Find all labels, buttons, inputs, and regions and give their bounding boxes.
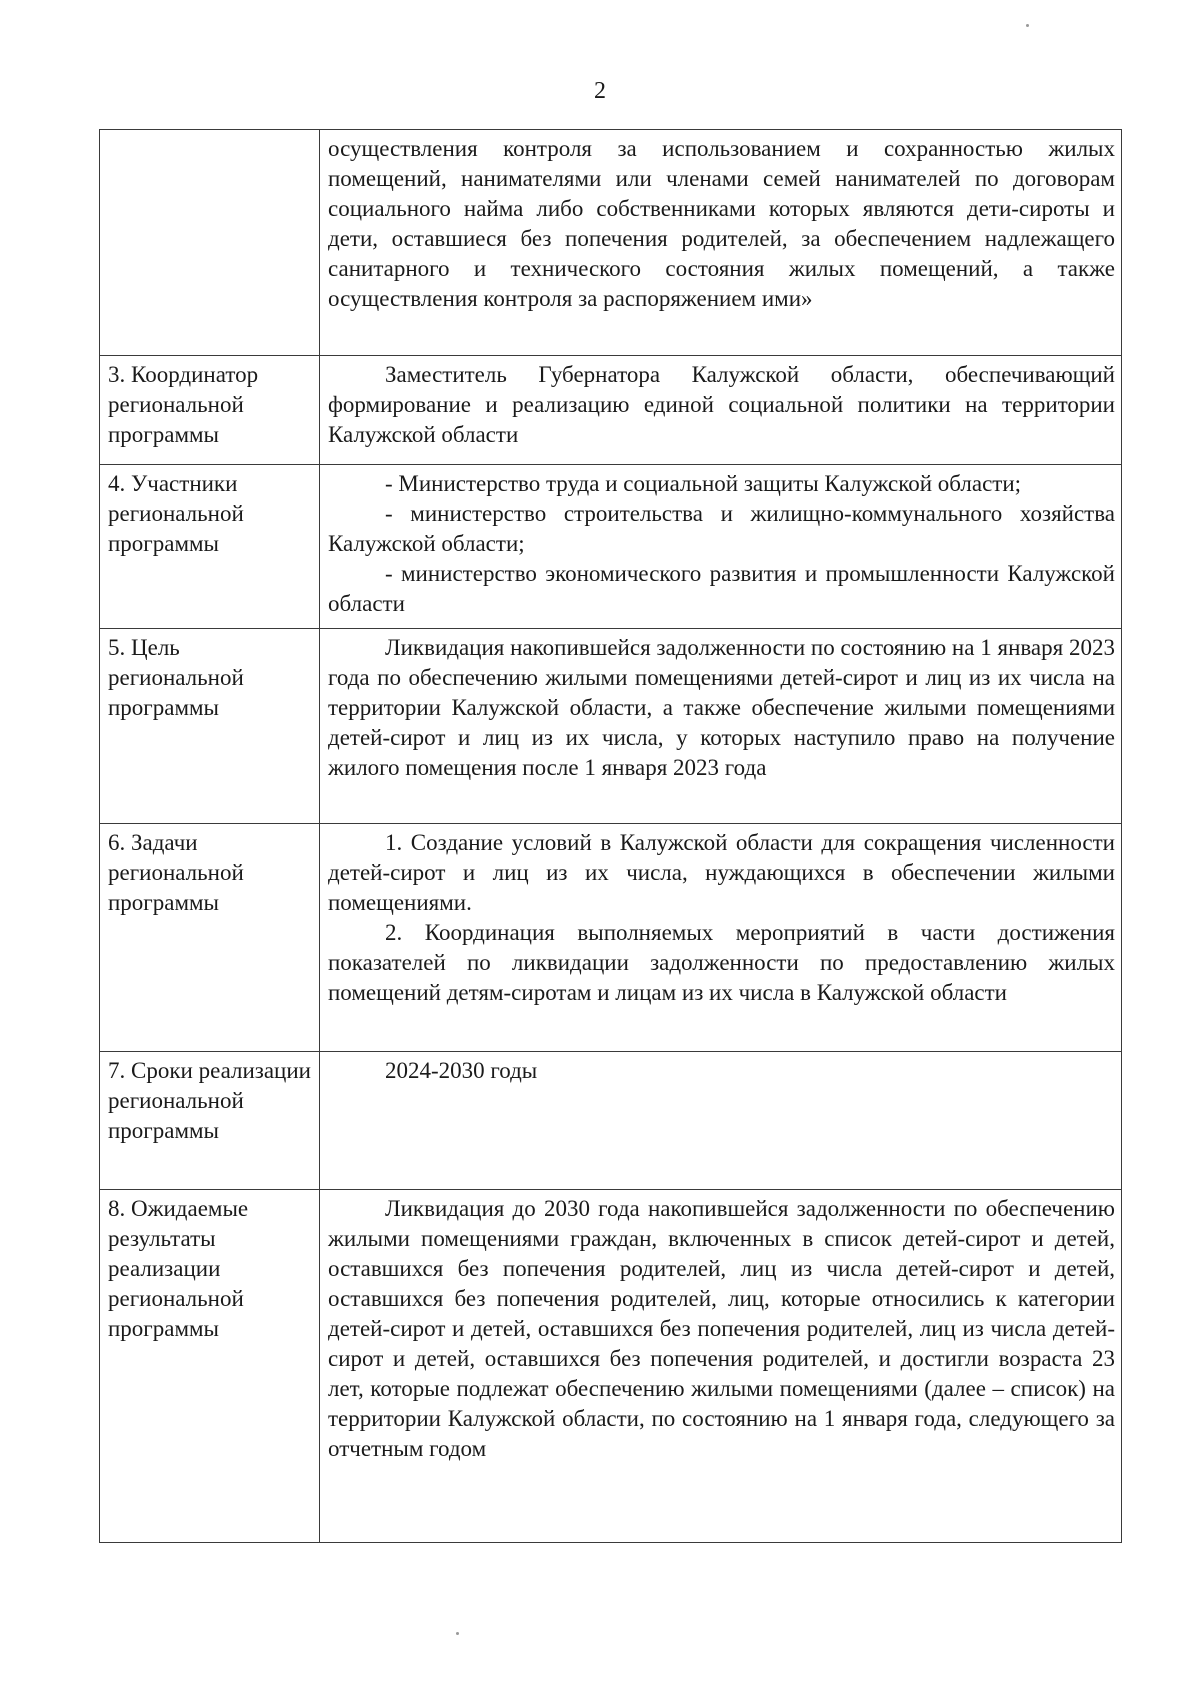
row-label-cell: 7. Сроки реализации региональной программы: [100, 1052, 320, 1190]
table-row: [100, 1190, 1122, 1543]
table-row: [100, 629, 1122, 824]
row-paragraph: 2024-2030 годы: [385, 1058, 538, 1083]
row-paragraph: Ликвидация накопившейся задолженности по состоянию на 1 января 2023 года по обеспечению жилыми помещениями детей-сирот и лиц из их числа на территории Калужской области, а также обеспечение жилыми помещениями детей-сирот и лиц из их числа, у которых наступило право на получение жилого помещения после 1 января 2023 года: [328, 635, 1115, 780]
row-content-cell: [320, 1052, 1122, 1190]
row-paragraph: Ликвидация до 2030 года накопившейся задолженности по обеспечению жилыми помещениями граждан, включенных в список детей-сирот и детей, оставшихся без попечения родителей, лиц из числа детей-сирот и детей, оставшихся без попечения родителей, лиц, которые относились к категории детей-сирот и детей, оставшихся без попечения родителей, лиц из числа детей-сирот и детей, оставшихся без попечения родителей, и достигли возраста 23 лет, которые подлежат обеспечению жилыми помещениями (далее – список) на территории Калужской области, по состоянию на 1 января года, следующего за отчетным годом: [328, 1196, 1115, 1461]
row-label-cell: 8. Ожидаемые результаты реализации региональной программы: [100, 1190, 320, 1543]
row-content-cell: [320, 130, 1122, 356]
row-label-cell: [100, 130, 320, 356]
row-paragraph: 2. Координация выполняемых мероприятий в части достижения показателей по ликвидации задолженности по предоставлению жилых помещений детям-сиротам и лицам из их числа в Калужской области: [328, 920, 1115, 1005]
row-paragraph: - министерство строительства и жилищно-коммунального хозяйства Калужской области;: [328, 501, 1115, 556]
row-paragraph: осуществления контроля за использованием и сохранностью жилых помещений, нанимателями или членами семей нанимателей по договорам социального найма либо собственниками которых являются дети-сироты и дети, оставшиеся без попечения родителей, за обеспечением надлежащего санитарного и технического состояния жилых помещений, а также осуществления контроля за распоряжением ими»: [328, 136, 1115, 311]
row-content-cell: [320, 1190, 1122, 1543]
scan-speck: [1026, 24, 1029, 27]
row-paragraph: - министерство экономического развития и промышленности Калужской области: [328, 561, 1115, 616]
table-row: [100, 824, 1122, 1052]
row-paragraph: Заместитель Губернатора Калужской области, обеспечивающий формирование и реализацию единой социальной политики на территории Калужской области: [328, 362, 1115, 447]
program-passport-table: [99, 129, 1122, 1543]
scan-speck: [456, 1632, 459, 1635]
row-content-cell: [320, 824, 1122, 1052]
row-label-cell: 3. Координатор региональной программы: [100, 356, 320, 465]
row-paragraph: 1. Создание условий в Калужской области для сокращения численности детей-сирот и лиц из их числа, нуждающихся в обеспечении жилыми помещениями.: [328, 830, 1115, 915]
table-row: [100, 1052, 1122, 1190]
row-label-cell: 5. Цель региональной программы: [100, 629, 320, 824]
table-row: [100, 130, 1122, 356]
table-row: [100, 356, 1122, 465]
row-label-cell: 6. Задачи региональной программы: [100, 824, 320, 1052]
row-content-cell: [320, 356, 1122, 465]
row-content-cell: [320, 629, 1122, 824]
table-row: [100, 465, 1122, 629]
page-number: 2: [594, 78, 606, 104]
row-content-cell: [320, 465, 1122, 629]
row-paragraph: - Министерство труда и социальной защиты Калужской области;: [385, 471, 1022, 496]
row-label-cell: 4. Участники региональной программы: [100, 465, 320, 629]
